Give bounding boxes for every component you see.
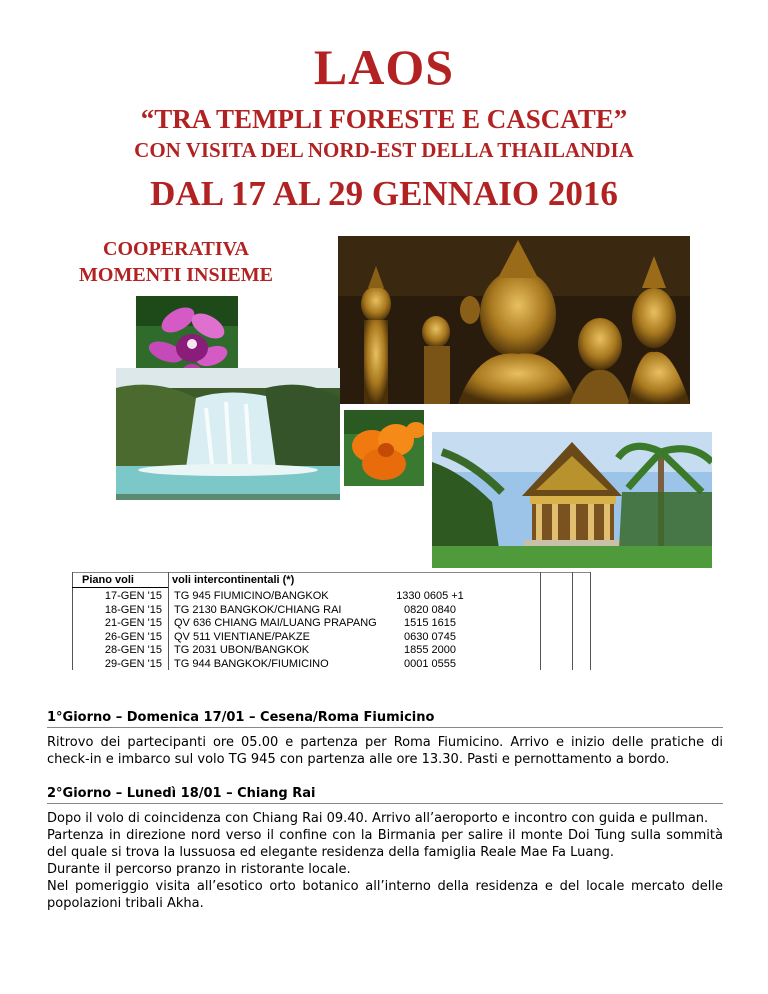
day-2-description — [47, 810, 723, 912]
flight-times: 1330 0605 +1 — [396, 590, 464, 602]
day-2-paragraph: Dopo il volo di coincidenza con Chiang Rai 09.40. Arrivo all’aeroporto e incontro con guida e pullman. — [47, 811, 709, 826]
day-1-paragraph: Ritrovo dei partecipanti ore 05.00 e partenza per Roma Fiumicino. Arrivo e inizio delle pratiche di check-in e imbarco sul volo TG 945 con partenza alle ore 13.30. Pasti e pernottamento a bordo. — [47, 735, 723, 767]
flight-route: TG 944 BANGKOK/FIUMICINO — [174, 657, 329, 670]
organizer-line-2: MOMENTI INSIEME — [79, 264, 273, 286]
flight-date: 18-GEN '15 — [104, 603, 162, 616]
day-1-heading: 1°Giorno – Domenica 17/01 – Cesena/Roma Fiumicino — [47, 710, 723, 728]
day-2-paragraph: Durante il percorso pranzo in ristorante locale. — [47, 862, 351, 877]
flight-times: 0630 0745 — [404, 630, 456, 643]
flight-date: 29-GEN '15 — [104, 657, 162, 670]
flight-route: TG 2130 BANGKOK/CHIANG RAI — [174, 603, 342, 616]
flight-route: QV 511 VIENTIANE/PAKZE — [174, 630, 310, 643]
waterfall-photo — [116, 368, 340, 500]
buddha-statues-photo — [338, 236, 690, 404]
day-1-description — [47, 734, 723, 768]
orange-flower-photo — [344, 410, 424, 486]
page-title: LAOS — [313, 39, 455, 95]
temple-photo — [432, 432, 712, 568]
day-2-heading: 2°Giorno – Lunedì 18/01 – Chiang Rai — [47, 786, 723, 804]
page-subtitle: “TRA TEMPLI FORESTE E CASCATE” — [140, 104, 628, 134]
page-subtitle-secondary: CON VISITA DEL NORD-EST DELLA THAILANDIA — [134, 138, 634, 162]
flight-date: 21-GEN '15 — [104, 617, 162, 629]
organizer-line-1: COOPERATIVA — [103, 238, 249, 260]
day-2-paragraph: Nel pomeriggio visita all’esotico orto botanico all’interno della residenza e del locale mercato delle popolazioni tribali Akha. — [47, 879, 723, 911]
flight-route: QV 636 CHIANG MAI/LUANG PRAPANG — [174, 617, 377, 629]
organizer-name — [66, 236, 286, 288]
flight-route: TG 945 FIUMICINO/BANGKOK — [174, 590, 329, 602]
flight-times: 1855 2000 — [404, 644, 456, 656]
flight-times: 0820 0840 — [404, 603, 456, 616]
day-2-paragraph: Partenza in direzione nord verso il confine con la Birmania per salire il monte Doi Tung sulla sommità del quale si trova la lussuosa ed elegante residenza della famiglia Reale Mae Fa Luang. — [47, 828, 723, 860]
flight-times: 1515 1615 — [404, 617, 456, 629]
trip-dates: DAL 17 AL 29 GENNAIO 2016 — [150, 174, 618, 213]
flight-route: TG 2031 UBON/BANGKOK — [174, 644, 310, 656]
flight-date: 28-GEN '15 — [104, 644, 162, 656]
flight-times: 0001 0555 — [404, 657, 456, 670]
flight-header-plan: Piano voli — [82, 574, 134, 586]
flight-date: 26-GEN '15 — [104, 630, 162, 643]
flight-header-intercontinental: voli intercontinentali (*) — [172, 574, 295, 586]
flight-date: 17-GEN '15 — [104, 590, 162, 602]
